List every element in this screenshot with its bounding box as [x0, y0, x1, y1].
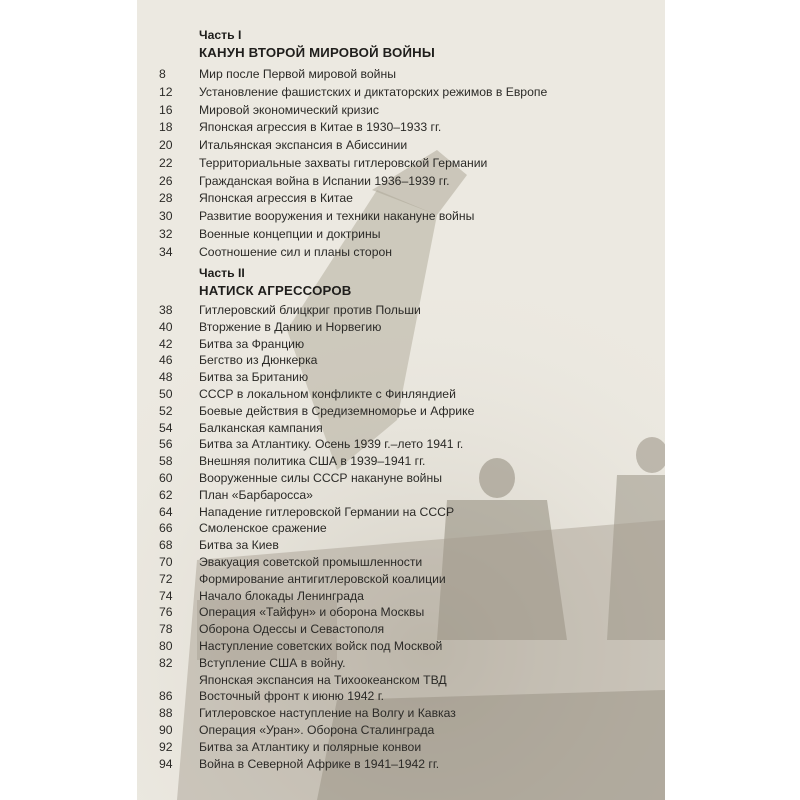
- table-of-contents: [137, 0, 665, 800]
- toc-page-number: 34: [159, 244, 173, 259]
- toc-entry-title: Бегство из Дюнкерка: [199, 353, 318, 368]
- toc-entry: [137, 351, 665, 369]
- book-page: [137, 0, 665, 800]
- toc-page-number: 38: [159, 303, 173, 317]
- toc-page-number: 80: [159, 639, 173, 653]
- toc-entry: [137, 755, 665, 773]
- toc-entry: [137, 536, 665, 554]
- toc-entry: [137, 721, 665, 739]
- part-title: КАНУН ВТОРОЙ МИРОВОЙ ВОЙНЫ: [199, 45, 436, 60]
- toc-page-number: 82: [159, 655, 173, 670]
- toc-page-number: 70: [159, 555, 173, 569]
- toc-page-number: 50: [159, 387, 173, 401]
- toc-page-number: 46: [159, 353, 173, 368]
- toc-page-number: 68: [159, 538, 173, 553]
- toc-entry-title: Война в Северной Африке в 1941–1942 гг.: [199, 756, 440, 771]
- toc-entry: [137, 189, 665, 207]
- toc-page-number: 74: [159, 588, 173, 603]
- toc-entry: [137, 620, 665, 638]
- toc-entry: [137, 172, 665, 190]
- toc-entry: [137, 225, 665, 243]
- toc-entry: [137, 603, 665, 621]
- toc-entry: [137, 587, 665, 605]
- toc-entry-title: Развитие вооружения и техники накануне войны: [199, 209, 475, 223]
- toc-entry: [137, 154, 665, 172]
- toc-entry: [137, 118, 665, 136]
- toc-page-number: 20: [159, 138, 173, 152]
- toc-entry-title: Территориальные захваты гитлеровской Германии: [199, 155, 488, 170]
- toc-entry: [137, 385, 665, 403]
- toc-entry-title: Битва за Киев: [199, 538, 279, 553]
- toc-entry-title: Японская агрессия в Китае: [199, 191, 353, 206]
- toc-page-number: 92: [159, 739, 173, 754]
- toc-entry-title: Балканская кампания: [199, 420, 323, 435]
- toc-page-number: 88: [159, 706, 173, 721]
- toc-entry-title: Начало блокады Ленинграда: [199, 588, 364, 603]
- toc-entry-title: Японская агрессия в Китае в 1930–1933 гг.: [199, 120, 442, 135]
- toc-page-number: 64: [159, 504, 173, 519]
- toc-entry-title: Гитлеровский блицкриг против Польши: [199, 303, 421, 317]
- toc-entry: [137, 570, 665, 588]
- toc-entry-title: Внешняя политика США в 1939–1941 гг.: [199, 454, 426, 469]
- toc-entry: [137, 671, 665, 689]
- toc-entry: [137, 519, 665, 537]
- toc-entry: [137, 136, 665, 154]
- toc-page-number: 60: [159, 471, 173, 485]
- toc-entry-title: Боевые действия в Средиземноморье и Африке: [199, 403, 475, 418]
- toc-entry-title: Соотношение сил и планы сторон: [199, 244, 393, 259]
- toc-page-number: 52: [159, 403, 173, 418]
- toc-page-number: 66: [159, 521, 173, 536]
- toc-page-number: 22: [159, 155, 173, 170]
- toc-entry-title: Вооруженные силы СССР накануне войны: [199, 471, 442, 485]
- toc-page-number: 28: [159, 191, 173, 206]
- toc-entry-title: Вторжение в Данию и Норвегию: [199, 319, 382, 334]
- toc-entry-title: Японская экспансия на Тихоокеанском ТВД: [199, 672, 447, 687]
- toc-entry-title: Битва за Атлантику и полярные конвои: [199, 739, 422, 754]
- toc-entry-title: Операция «Уран». Оборона Сталинграда: [199, 723, 435, 737]
- toc-entry-title: Нападение гитлеровской Германии на СССР: [199, 504, 455, 519]
- toc-entry: [137, 207, 665, 225]
- toc-entry: [137, 301, 665, 319]
- part-label: Часть I: [199, 28, 242, 42]
- toc-entry-title: Итальянская экспансия в Абиссинии: [199, 138, 408, 152]
- toc-entry-title: Смоленское сражение: [199, 521, 327, 536]
- toc-page-number: 56: [159, 437, 173, 452]
- toc-entry: [137, 335, 665, 353]
- toc-page-number: 32: [159, 226, 173, 241]
- toc-entry-title: Военные концепции и доктрины: [199, 226, 381, 241]
- toc-page-number: 54: [159, 420, 173, 435]
- toc-entry: [137, 65, 665, 83]
- toc-page-number: 12: [159, 84, 173, 99]
- toc-page-number: 42: [159, 336, 173, 351]
- toc-page-number: 78: [159, 622, 173, 637]
- toc-page-number: 18: [159, 120, 173, 135]
- toc-page-number: 94: [159, 756, 173, 771]
- toc-entry: [137, 637, 665, 655]
- toc-entry: [137, 402, 665, 420]
- toc-page-number: 76: [159, 605, 173, 620]
- toc-entry: [137, 101, 665, 119]
- toc-page-number: 30: [159, 209, 173, 223]
- toc-entry-title: Гражданская война в Испании 1936–1939 гг.: [199, 173, 450, 188]
- toc-entry: [137, 687, 665, 705]
- toc-entry-title: Наступление советских войск под Москвой: [199, 639, 443, 653]
- toc-entry: [137, 486, 665, 504]
- toc-page-number: 26: [159, 173, 173, 188]
- toc-entry: [137, 503, 665, 521]
- toc-entry: [137, 368, 665, 386]
- toc-entry-title: Битва за Атлантику. Осень 1939 г.–лето 1941 г.: [199, 437, 464, 452]
- toc-entry-title: Мировой экономический кризис: [199, 102, 379, 117]
- toc-page-number: 16: [159, 102, 173, 117]
- toc-entry-title: Битва за Францию: [199, 336, 305, 351]
- toc-entry: [137, 318, 665, 336]
- toc-entry-title: Формирование антигитлеровской коалиции: [199, 571, 446, 586]
- toc-entry: [137, 704, 665, 722]
- toc-page-number: 86: [159, 689, 173, 704]
- toc-entry: [137, 469, 665, 487]
- toc-page-number: 90: [159, 723, 173, 737]
- part-label: Часть II: [199, 266, 245, 280]
- toc-entry-title: Вступление США в войну.: [199, 655, 346, 670]
- toc-entry: [137, 243, 665, 261]
- toc-entry: [137, 738, 665, 756]
- toc-entry-title: Мир после Первой мировой войны: [199, 67, 396, 81]
- toc-entry: [137, 452, 665, 470]
- toc-entry-title: Битва за Британию: [199, 370, 309, 385]
- toc-entry-title: СССР в локальном конфликте с Финляндией: [199, 387, 456, 401]
- toc-entry: [137, 654, 665, 672]
- part-title: НАТИСК АГРЕССОРОВ: [199, 283, 352, 298]
- toc-page-number: 58: [159, 454, 173, 469]
- toc-entry: [137, 553, 665, 571]
- toc-entry-title: Установление фашистских и диктаторских режимов в Европе: [199, 84, 548, 99]
- toc-page-number: 40: [159, 319, 173, 334]
- toc-entry-title: Восточный фронт к июню 1942 г.: [199, 689, 385, 704]
- toc-entry-title: Операция «Тайфун» и оборона Москвы: [199, 605, 425, 620]
- toc-page-number: 72: [159, 571, 173, 586]
- toc-entry-title: Оборона Одессы и Севастополя: [199, 622, 385, 637]
- toc-entry: [137, 83, 665, 101]
- toc-entry: [137, 419, 665, 437]
- toc-entry-title: Эвакуация советской промышленности: [199, 555, 423, 569]
- toc-page-number: 48: [159, 370, 173, 385]
- toc-page-number: 8: [159, 67, 166, 81]
- toc-entry: [137, 435, 665, 453]
- toc-entry-title: Гитлеровское наступление на Волгу и Кавказ: [199, 706, 456, 721]
- toc-entry-title: План «Барбаросса»: [199, 487, 313, 502]
- toc-page-number: 62: [159, 487, 173, 502]
